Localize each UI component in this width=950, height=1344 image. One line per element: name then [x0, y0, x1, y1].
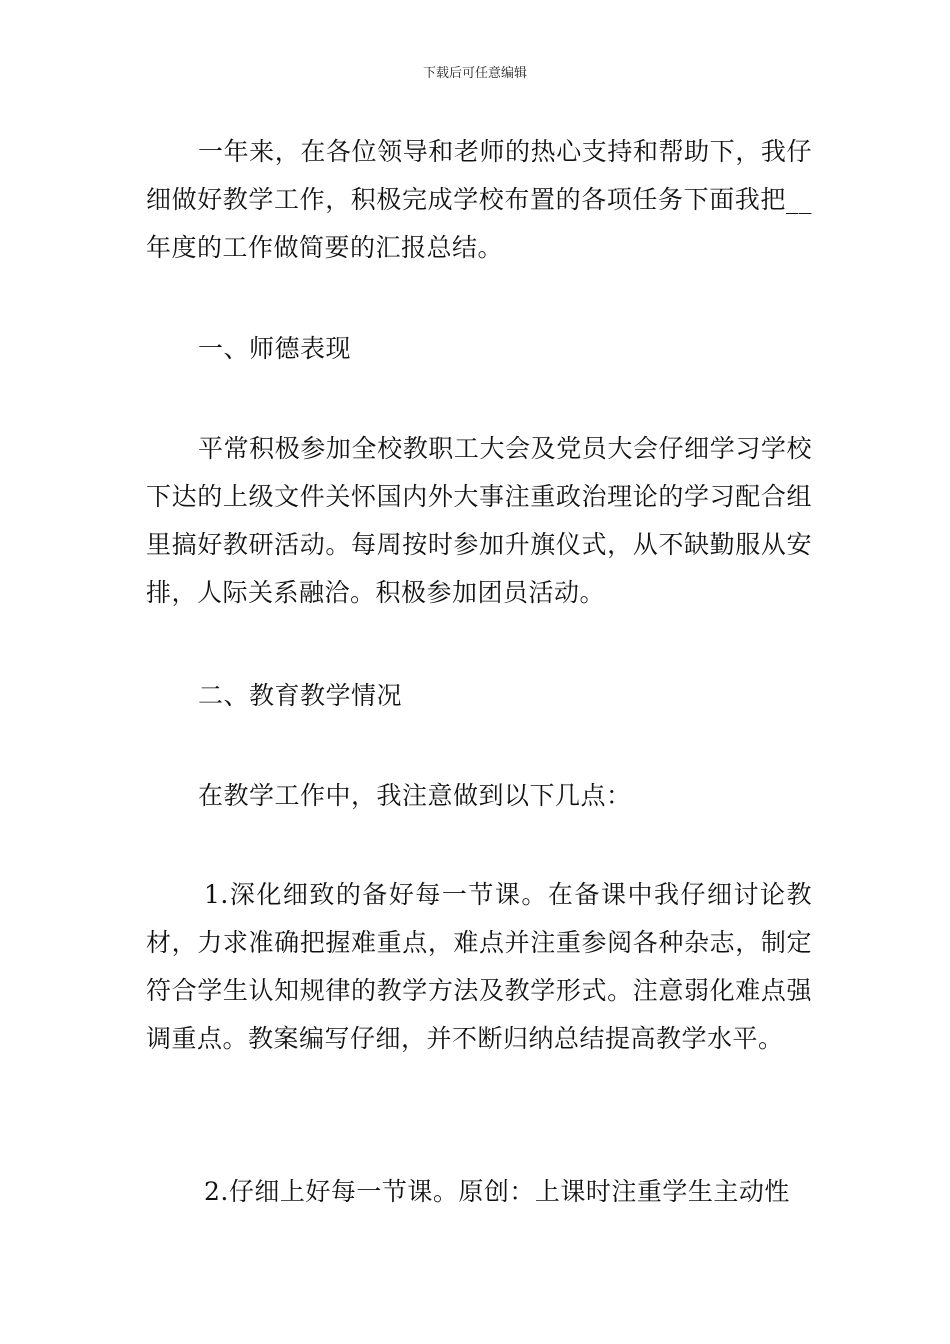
- point-1-paragraph: 1.深化细致的备好每一节课。在备课中我仔细讨论教材，力求准确把握难重点，难点并注重参阅各种杂志，制定符合学生认知规律的教学方法及教学形式。注意弱化难点强调重点。教案编写仔细，并不断归纳总结提高教学水平。: [146, 880, 812, 1053]
- teacher-ethics-paragraph: 平常积极参加全校教职工大会及党员大会仔细学习学校下达的上级文件关怀国内外大事注重政治理论的学习配合组里搞好教研活动。每周按时参加升旗仪式，从不缺勤服从安排，人际关系融洽。积极参加团员活动。: [146, 434, 812, 607]
- intro-paragraph: 一年来，在各位领导和老师的热心支持和帮助下，我仔细做好教学工作，积极完成学校布置的各项任务下面我把__年度的工作做简要的汇报总结。: [146, 137, 812, 262]
- section-heading-teaching: 二、教育教学情况: [198, 681, 403, 710]
- section-heading-teacher-ethics: 一、师德表现: [198, 334, 352, 363]
- point-2-paragraph: 2.仔细上好每一节课。原创：上课时注重学生主动性: [204, 1177, 790, 1206]
- page-header: 下载后可任意编辑: [422, 66, 527, 81]
- teaching-intro-paragraph: 在教学工作中，我注意做到以下几点：: [198, 781, 632, 810]
